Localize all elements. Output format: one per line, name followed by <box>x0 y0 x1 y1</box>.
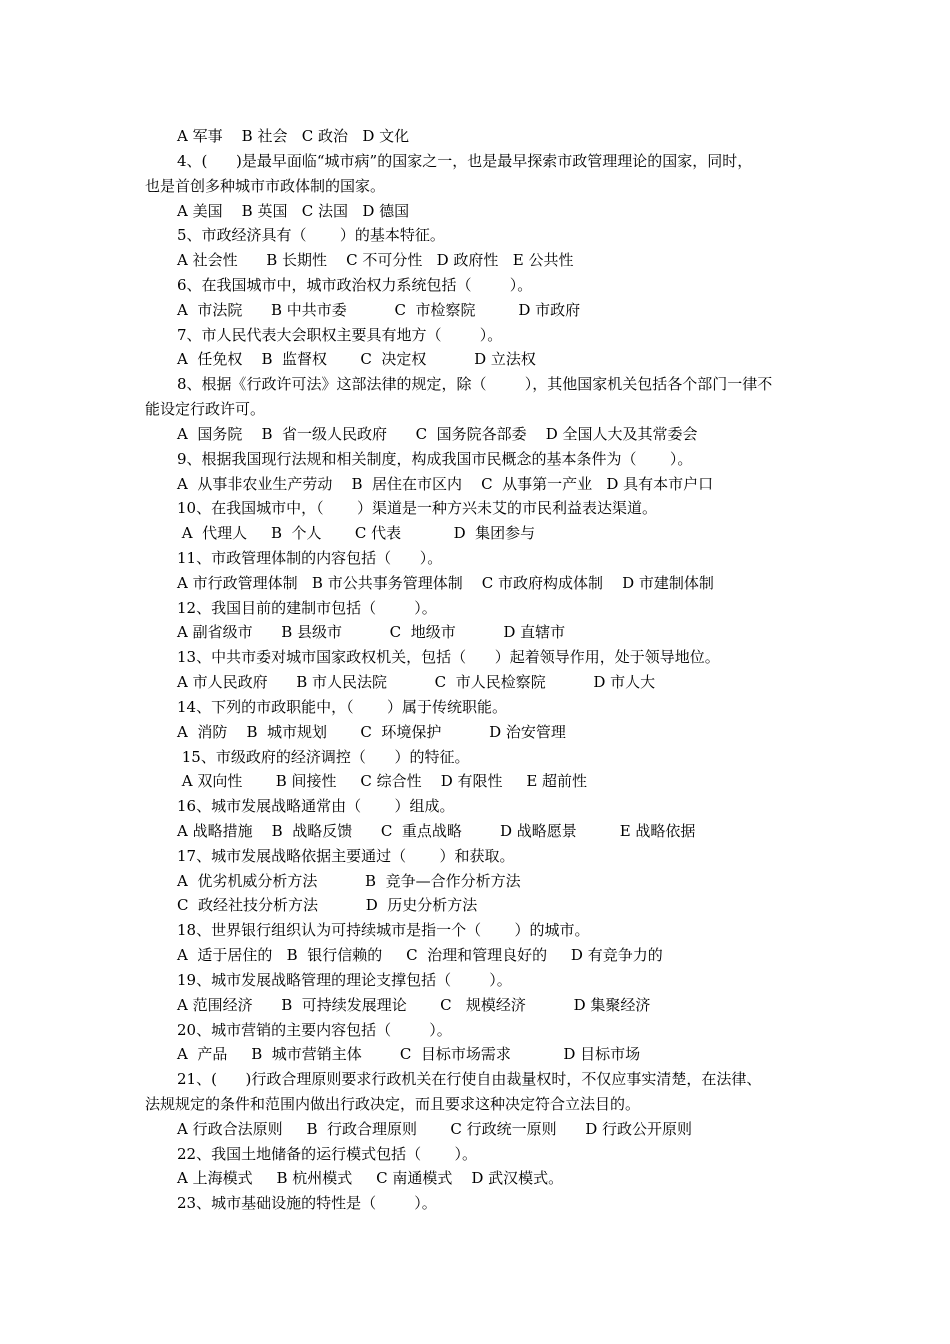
option-line: A 市人民政府 B 市人民法院 C 市人民检察院 D 市人大 <box>177 673 656 691</box>
question-line: 4、( )是最早面临“城市病”的国家之一，也是最早探索市政管理理论的国家，同时， <box>177 151 753 170</box>
option-line: A 产品 B 城市营销主体 C 目标市场需求 D 目标市场 <box>177 1045 641 1064</box>
question-line: 5、市政经济具有（ ）的基本特征。 <box>177 226 445 245</box>
option-line: A 代理人 B 个人 C 代表 D 集团参与 <box>177 524 536 543</box>
question-continuation: 也是首创多种城市市政体制的国家。 <box>145 176 386 195</box>
question-line: 21、( )行政合理原则要求行政机关在行使自由裁量权时，不仅应事实清楚，在法律、 <box>177 1070 762 1089</box>
option-line: A 从事非农业生产劳动 B 居住在市区内 C 从事第一产业 D 具有本市户口 <box>177 474 714 493</box>
question-line: 12、我国目前的建制市包括（ ）。 <box>177 598 437 617</box>
option-line: A 双向性 B 间接性 C 综合性 D 有限性 E 超前性 <box>177 772 588 791</box>
question-line: 20、城市营销的主要内容包括（ ）。 <box>177 1020 452 1039</box>
option-line: A 副省级市 B 县级市 C 地级市 D 直辖市 <box>177 623 566 642</box>
question-line: 22、我国土地储备的运行模式包括（ ）。 <box>177 1144 477 1163</box>
question-line: 15、市级政府的经济调控（ ）的特征。 <box>177 747 470 766</box>
option-line: A 市法院 B 中共市委 C 市检察院 D 市政府 <box>177 300 581 319</box>
question-line: 6、在我国城市中，城市政治权力系统包括（ ）。 <box>177 275 533 294</box>
question-line: 17、城市发展战略依据主要通过（ ）和获取。 <box>177 846 515 865</box>
option-line: A 范围经济 B 可持续发展理论 C 规模经济 D 集聚经济 <box>177 995 651 1014</box>
question-line: 18、世界银行组织认为可持续城市是指一个（ ）的城市。 <box>177 921 590 940</box>
question-line: 23、城市基础设施的特性是（ ）。 <box>177 1194 437 1213</box>
question-continuation: 法规规定的条件和范围内做出行政决定，而且要求这种决定符合立法目的。 <box>145 1095 641 1113</box>
question-line: 13、中共市委对城市国家政权机关，包括（ ）起着领导作用，处于领导地位。 <box>177 648 720 667</box>
question-line: 8、根据《行政许可法》这部法律的规定，除（ ），其他国家机关包括各个部门一律不 <box>177 375 773 394</box>
option-line: A 适于居住的 B 银行信赖的 C 治理和管理良好的 D 有竞争力的 <box>177 946 663 965</box>
question-line: 14、下列的市政职能中，（ ）属于传统职能。 <box>177 697 507 716</box>
option-line: A 国务院 B 省一级人民政府 C 国务院各部委 D 全国人大及其常委会 <box>177 424 698 443</box>
option-line: A 市行政管理体制 B 市公共事务管理体制 C 市政府构成体制 D 市建制体制 <box>177 573 714 592</box>
option-line: A 军事 B 社会 C 政治 D 文化 <box>177 127 410 145</box>
question-line: 9、根据我国现行法规和相关制度，构成我国市民概念的基本条件为（ ）。 <box>177 449 693 468</box>
question-line: 11、市政管理体制的内容包括（ ）。 <box>177 548 443 567</box>
question-line: 10、在我国城市中，（ ）渠道是一种方兴未艾的市民利益表达渠道。 <box>177 499 657 518</box>
question-line: 16、城市发展战略通常由（ ）组成。 <box>177 797 455 816</box>
option-line: C 政经社技分析方法 D 历史分析方法 <box>177 896 478 915</box>
option-line: A 优劣机威分析方法 B 竞争—合作分析方法 <box>177 871 521 890</box>
question-line: 19、城市发展战略管理的理论支撑包括（ ）。 <box>177 970 512 989</box>
question-line: 7、市人民代表大会职权主要具有地方（ ）。 <box>177 325 503 344</box>
question-continuation: 能设定行政许可。 <box>145 400 266 418</box>
option-line: A 行政合法原则 B 行政合理原则 C 行政统一原则 D 行政公开原则 <box>177 1119 693 1138</box>
option-line: A 社会性 B 长期性 C 不可分性 D 政府性 E 公共性 <box>177 251 574 270</box>
option-line: A 战略措施 B 战略反馈 C 重点战略 D 战略愿景 E 战略依据 <box>177 822 696 840</box>
option-line: A 任免权 B 监督权 C 决定权 D 立法权 <box>177 350 536 369</box>
option-line: A 消防 B 城市规划 C 环境保护 D 治安管理 <box>177 722 566 741</box>
option-line: A 上海模式 B 杭州模式 C 南通模式 D 武汉模式。 <box>177 1169 564 1188</box>
option-line: A 美国 B 英国 C 法国 D 德国 <box>177 201 410 220</box>
